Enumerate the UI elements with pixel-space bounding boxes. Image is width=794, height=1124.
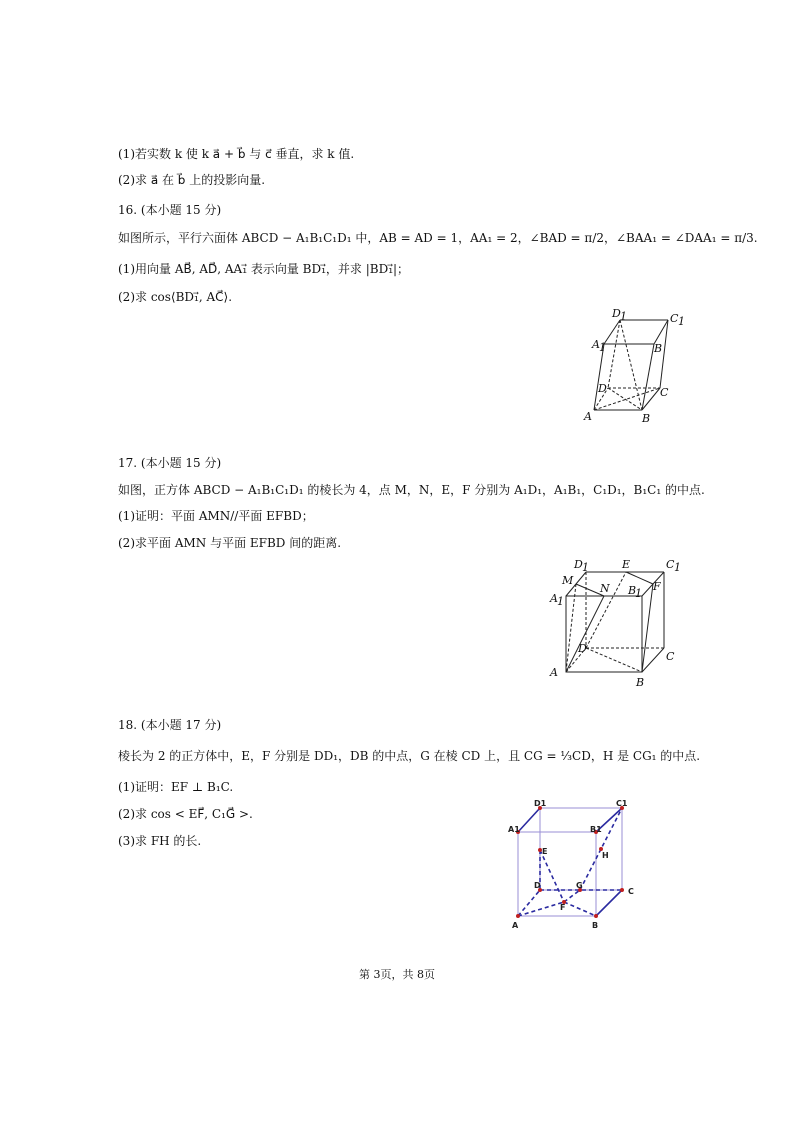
page-footer: 第 3页，共 8页	[359, 968, 435, 981]
svg-text:H: H	[602, 851, 609, 860]
svg-text:B: B	[642, 412, 651, 425]
q18-part1: (1)证明：EF ⊥ B₁C.	[118, 780, 234, 794]
q15-part2: (2)求 a⃗ 在 b⃗ 上的投影向量.	[118, 173, 266, 187]
q16-part2: (2)求 cos⟨BD₁⃗, AC⃗⟩.	[118, 290, 233, 304]
svg-text:C: C	[628, 887, 634, 896]
svg-text:C1: C1	[616, 799, 628, 808]
svg-text:D: D	[534, 881, 541, 890]
svg-text:1: 1	[599, 341, 606, 354]
svg-text:A: A	[584, 410, 592, 423]
svg-text:D: D	[598, 382, 607, 395]
svg-text:A: A	[550, 666, 558, 679]
svg-text:F: F	[653, 580, 661, 593]
svg-text:A: A	[512, 921, 519, 930]
svg-text:C: C	[666, 650, 675, 663]
svg-text:B: B	[592, 921, 599, 930]
q17-part1: (1)证明：平面 AMN//平面 EFBD；	[118, 509, 314, 523]
svg-text:1: 1	[620, 310, 627, 323]
svg-text:G: G	[576, 881, 583, 890]
svg-text:B: B	[636, 676, 645, 689]
svg-text:A: A	[592, 338, 600, 351]
q15-part1: (1)若实数 k 使 k a⃗ + b⃗ 与 c⃗ 垂直，求 k 值.	[118, 147, 355, 161]
svg-text:D1: D1	[534, 799, 547, 808]
q18-heading: 18. (本小题 17 分)	[118, 718, 222, 732]
svg-text:E: E	[622, 558, 631, 571]
svg-text:M: M	[562, 574, 574, 587]
svg-text:C: C	[660, 386, 669, 399]
svg-text:A1: A1	[508, 825, 520, 834]
svg-text:1: 1	[635, 587, 642, 600]
svg-text:E: E	[542, 847, 548, 856]
svg-text:B: B	[628, 584, 637, 597]
svg-text:A: A	[550, 592, 558, 605]
svg-text:D: D	[574, 558, 583, 571]
svg-text:1: 1	[674, 561, 681, 574]
svg-text:N: N	[600, 582, 610, 595]
q17-stem: 如图，正方体 ABCD − A₁B₁C₁D₁ 的棱长为 4，点 M，N，E，F 分别为 A₁D₁，A₁B₁，C₁D₁，B₁C₁ 的中点.	[118, 483, 705, 497]
svg-text:1: 1	[557, 595, 564, 608]
svg-text:C: C	[666, 558, 675, 571]
q16-part1: (1)用向量 AB⃗, AD⃗, AA₁⃗ 表示向量 BD₁⃗，并求 |BD₁⃗|；	[118, 262, 410, 276]
svg-text:1: 1	[678, 315, 685, 328]
svg-text:C: C	[670, 312, 679, 325]
svg-text:D: D	[578, 642, 587, 655]
q18-part2: (2)求 cos < EF⃗, C₁G⃗ >.	[118, 807, 253, 821]
q18-part3: (3)求 FH 的长.	[118, 834, 202, 848]
svg-text:D: D	[612, 307, 621, 320]
svg-text:1: 1	[582, 561, 589, 574]
svg-text:B: B	[654, 342, 663, 355]
figure-cube-17	[546, 554, 686, 690]
q17-part2: (2)求平面 AMN 与平面 EFBD 间的距离.	[118, 536, 342, 550]
q17-heading: 17. (本小题 15 分)	[118, 456, 222, 470]
figure-parallelepiped	[584, 308, 694, 430]
svg-text:B1: B1	[590, 825, 602, 834]
q18-stem: 棱长为 2 的正方体中，E，F 分别是 DD₁，DB 的中点，G 在棱 CD 上，且 CG = ⅓CD，H 是 CG₁ 的中点.	[118, 749, 701, 763]
svg-text:F: F	[560, 903, 566, 912]
q16-heading: 16. (本小题 15 分)	[118, 203, 222, 217]
q16-stem: 如图所示，平行六面体 ABCD − A₁B₁C₁D₁ 中，AB = AD = 1，AA₁ = 2，∠BAD = π/2，∠BAA₁ = ∠DAA₁ = π/3.	[118, 231, 758, 245]
figure-cube-18	[506, 798, 642, 934]
